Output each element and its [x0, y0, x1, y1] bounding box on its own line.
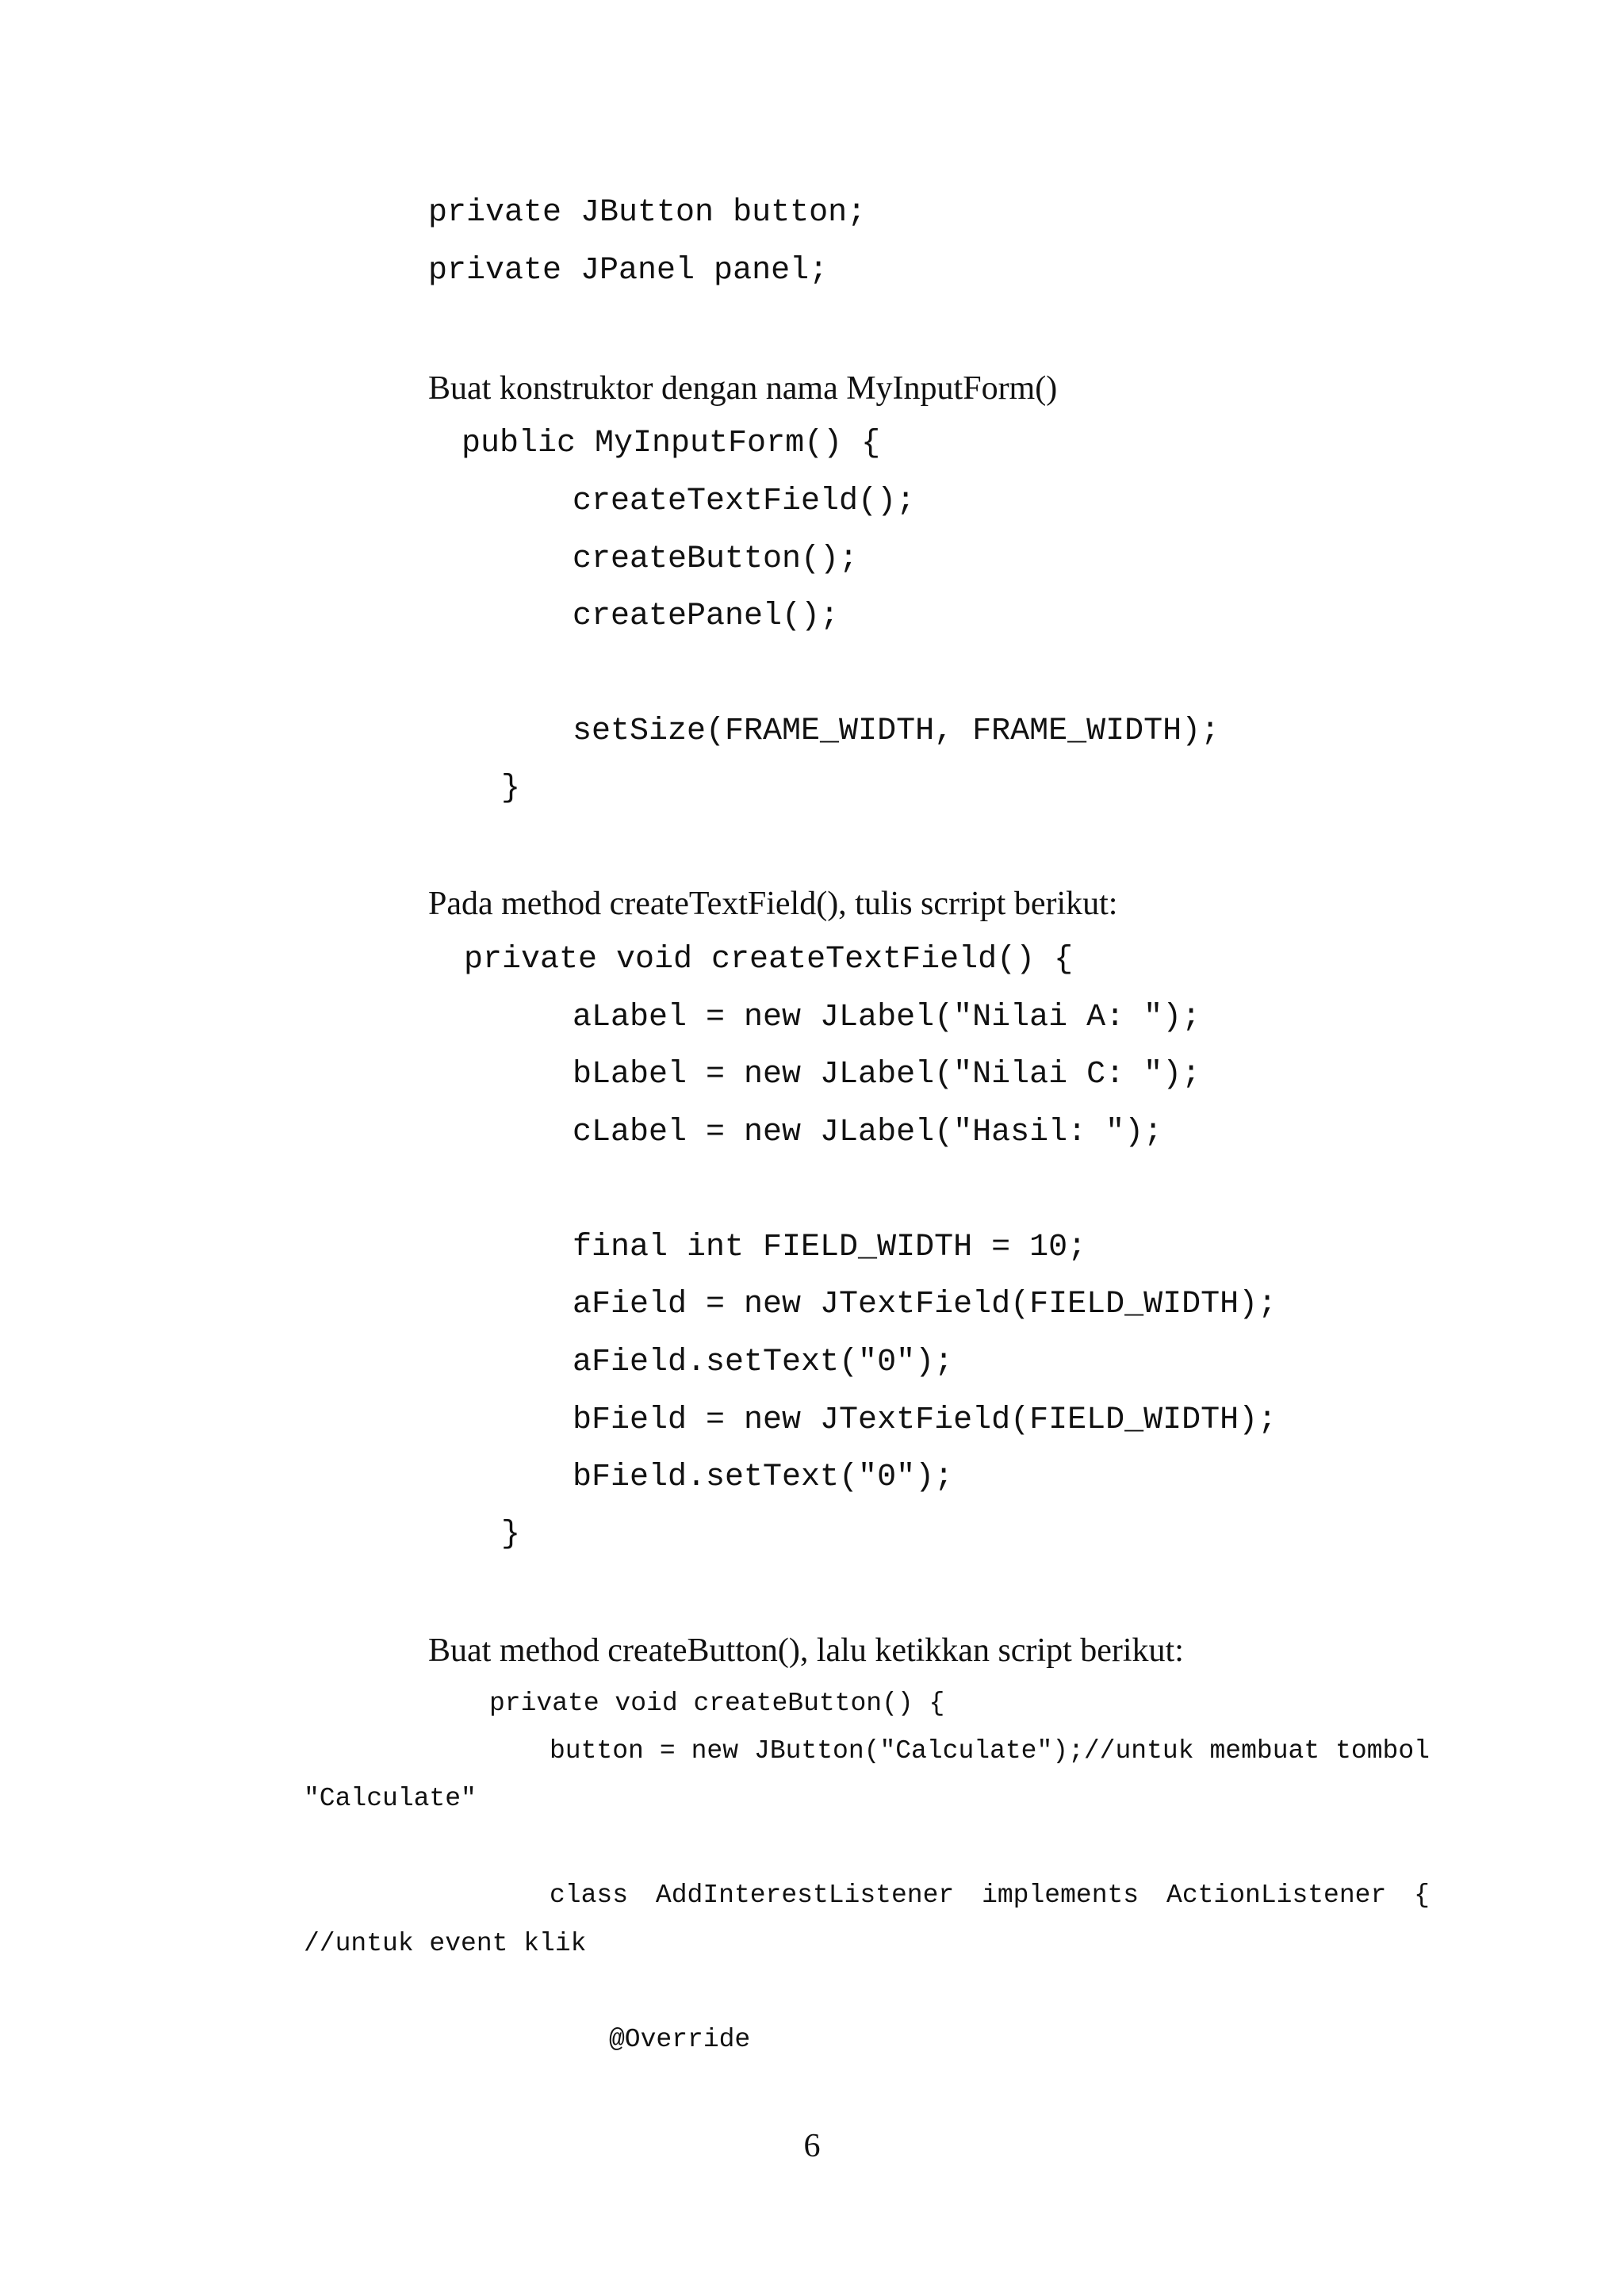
code-line-clabel: cLabel = new JLabel("Hasil: ");: [573, 1115, 1163, 1150]
code-line-textfield-signature: private void createTextField() {: [464, 942, 1074, 978]
code-line-bfield: bField = new JTextField(FIELD_WIDTH);: [573, 1402, 1277, 1438]
code-line-comment-event: //untuk event klik: [304, 1929, 587, 1958]
code-word: AddInterestListener: [655, 1881, 955, 1910]
code-word: =: [659, 1736, 676, 1766]
code-line-button-create: [550, 1735, 1430, 1768]
code-line-blabel: bLabel = new JLabel("Nilai C: ");: [573, 1057, 1201, 1093]
code-line-setsize: setSize(FRAME_WIDTH, FRAME_WIDTH);: [573, 714, 1220, 749]
code-line-button-field: private JButton button;: [428, 195, 867, 231]
code-line-calculate-wrap: "Calculate": [304, 1784, 477, 1813]
code-word: tombol: [1335, 1736, 1430, 1766]
code-line-constructor-signature: public MyInputForm() {: [462, 426, 881, 461]
code-line-afield: aField = new JTextField(FIELD_WIDTH);: [573, 1287, 1277, 1322]
code-line-panel-field: private JPanel panel;: [428, 253, 829, 289]
code-word: button: [550, 1736, 644, 1766]
code-line-closing-brace: }: [501, 771, 521, 806]
code-line-closing-brace-2: }: [501, 1517, 521, 1552]
code-word: new: [691, 1736, 739, 1766]
code-word: implements: [982, 1881, 1139, 1910]
code-line-bfield-settext: bField.setText("0");: [573, 1460, 954, 1495]
instruction-create-button: Buat method createButton(), lalu ketikkan script berikut:: [428, 1632, 1184, 1669]
code-line-class-listener: [550, 1879, 1430, 1912]
instruction-constructor: Buat konstruktor dengan nama MyInputForm(): [428, 370, 1058, 407]
code-line-call-create-panel: createPanel();: [573, 599, 840, 634]
code-line-field-width: final int FIELD_WIDTH = 10;: [573, 1230, 1087, 1265]
code-line-call-create-textfield: createTextField();: [573, 484, 916, 519]
code-line-call-create-button: createButton();: [573, 541, 859, 577]
code-word: ActionListener: [1166, 1881, 1387, 1910]
page-number: 6: [803, 2128, 821, 2164]
code-word: {: [1414, 1881, 1430, 1910]
code-line-afield-settext: aField.setText("0");: [573, 1345, 954, 1380]
instruction-create-textfield: Pada method createTextField(), tulis scrript berikut:: [428, 886, 1118, 922]
code-word: JButton("Calculate");//untuk: [754, 1736, 1194, 1766]
code-word: class: [550, 1881, 629, 1910]
code-line-override: @Override: [609, 2025, 751, 2054]
code-line-alabel: aLabel = new JLabel("Nilai A: ");: [573, 1000, 1201, 1035]
code-word: membuat: [1209, 1736, 1320, 1766]
code-line-button-signature: private void createButton() {: [489, 1689, 945, 1718]
